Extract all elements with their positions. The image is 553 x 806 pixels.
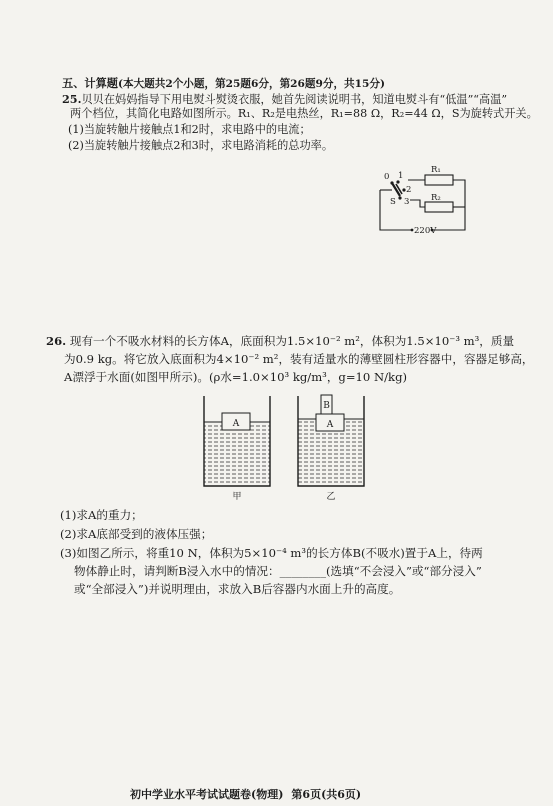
resistor-r2 bbox=[425, 202, 453, 212]
footer-page-number: 第6页(共6页) bbox=[291, 788, 362, 801]
q26-line-1: 26. 现有一个不吸水材料的长方体A，底面积为1.5×10⁻² m²，体积为1.5×10⁻³ m³，质量 bbox=[46, 334, 515, 348]
section-note: (本大题共2个小题，第25题6分，第26题9分，共15分) bbox=[117, 78, 386, 90]
q26-sub-1: (1)求A的重力； bbox=[60, 508, 143, 522]
page-footer bbox=[130, 786, 369, 802]
caption-jia: 甲 bbox=[232, 492, 242, 502]
q26-sub-3-line-1: (3)如图乙所示，将重10 N，体积为5×10⁻⁴ m³的长方体B(不吸水)置于A上，待两 bbox=[60, 546, 483, 560]
resistor-r1 bbox=[425, 175, 453, 185]
container-yi bbox=[298, 395, 364, 486]
containers-figure bbox=[190, 392, 390, 504]
label-contact-0: 0 bbox=[384, 172, 390, 182]
q26-sub-3-line-3: 或“全部浸入”)并说明理由，求放入B后容器内水面上升的高度。 bbox=[74, 582, 401, 596]
label-r2: R₂ bbox=[431, 193, 441, 203]
label-r1: R₁ bbox=[431, 165, 441, 175]
q26-line-2: 为0.9 kg。将它放入底面积为4×10⁻² m²，装有适量水的薄壁圆柱形容器中，容器足够高， bbox=[64, 352, 534, 366]
q25-sub-2: (2)当旋转触片接触点2和3时，求电路消耗的总功率。 bbox=[68, 139, 334, 152]
container-jia bbox=[204, 396, 270, 486]
q25-sub-1: (1)当旋转触片接触点1和2时，求电路中的电流； bbox=[68, 123, 311, 136]
label-source: 220V bbox=[414, 226, 437, 236]
q25-line-2: 两个档位，其简化电路如图所示。R₁、R₂是电热丝，R₁=88 Ω，R₂=44 Ω，S为旋转式开关。 bbox=[70, 107, 538, 120]
label-b: B bbox=[323, 401, 330, 411]
label-a-jia: A bbox=[232, 419, 240, 429]
caption-yi: 乙 bbox=[326, 492, 336, 502]
label-contact-3: 3 bbox=[404, 197, 410, 207]
q26-number: 26. bbox=[46, 334, 67, 348]
label-contact-1: 1 bbox=[398, 171, 404, 181]
q25-number: 25. bbox=[62, 92, 82, 106]
section-title: 五、计算题(本大题共2个小题，第25题6分，第26题9分，共15分) bbox=[62, 76, 386, 90]
q25-line-1: 25.贝贝在妈妈指导下用电熨斗熨烫衣服，她首先阅读说明书，知道电熨斗有“低温”“高温” bbox=[62, 92, 508, 106]
circuit-diagram bbox=[370, 160, 480, 245]
label-switch-s: S bbox=[390, 197, 396, 207]
q26-sub-2: (2)求A底部受到的液体压强； bbox=[60, 527, 213, 541]
footer-title: 初中学业水平考试试题卷(物理) bbox=[130, 788, 284, 801]
q26-sub-3-line-2: 物体静止时，请判断B浸入水中的情况：________(选填“不会浸入”或“部分浸入” bbox=[74, 564, 482, 578]
label-contact-2: 2 bbox=[406, 185, 412, 195]
q26-line-3: A漂浮于水面(如图甲所示)。(ρ水=1.0×10³ kg/m³，g=10 N/kg) bbox=[64, 370, 408, 384]
label-a-yi: A bbox=[326, 420, 334, 430]
